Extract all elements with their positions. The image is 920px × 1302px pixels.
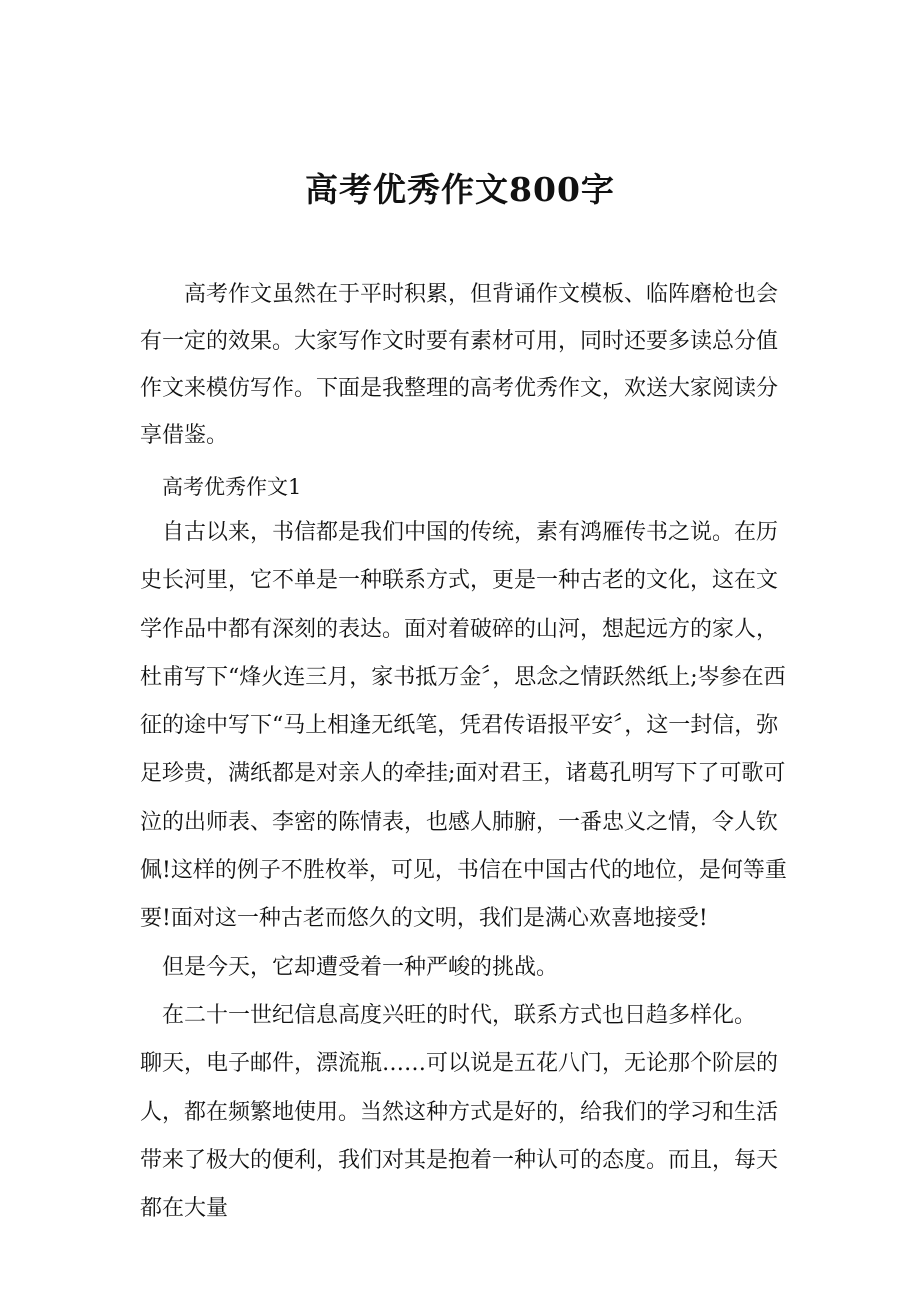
intro-paragraph: 高考作文虽然在于平时积累，但背诵作文模板、临阵磨枪也会有一定的效果。大家写作文时要有素材可用，同时还要多读总分值作文来模仿写作。下面是我整理的高考优秀作文，欢送大家阅读分享借鉴。 <box>140 282 779 448</box>
document-title: 高考优秀作文800字 <box>305 170 615 210</box>
essay-paragraph-3: 在二十一世纪信息高度兴旺的时代，联系方式也日趋多样化。 <box>162 1002 757 1028</box>
essay-paragraph-4: 聊天，电子邮件，漂流瓶……可以说是五花八门，无论那个阶层的人，都在频繁地使用。当然这种方式是好的，给我们的学习和生活带来了极大的便利，我们对其是抱着一种认可的态度。而且，每天都在大量 <box>140 1051 779 1222</box>
essay-paragraph-1: 自古以来，书信都是我们中国的传统，素有鸿雁传书之说。在历史长河里，它不单是一种联系方式，更是一种古老的文化，这在文学作品中都有深刻的表达。面对着破碎的山河，想起远方的家人，杜甫写下“烽火连三月，家书抵万金〞，思念之情跃然纸上;岑参在西征的途中写下“马上相逢无纸笔，凭君传语报平安〞，这一封信，弥足珍贵，满纸都是对亲人的牵挂;面对君王，诸葛孔明写下了可歌可泣的出师表、李密的陈情表，也感人肺腑，一番忠义之情，令人钦佩!这样的例子不胜枚举，可见，书信在中国古代的地位，是何等重要!面对这一种古老而悠久的文明，我们是满心欢喜地接受! <box>140 520 787 932</box>
essay-body <box>140 509 790 1233</box>
section-heading: 高考优秀作文1 <box>162 475 302 499</box>
essay-paragraph-2: 但是今天，它却遭受着一种严峻的挑战。 <box>162 954 559 980</box>
